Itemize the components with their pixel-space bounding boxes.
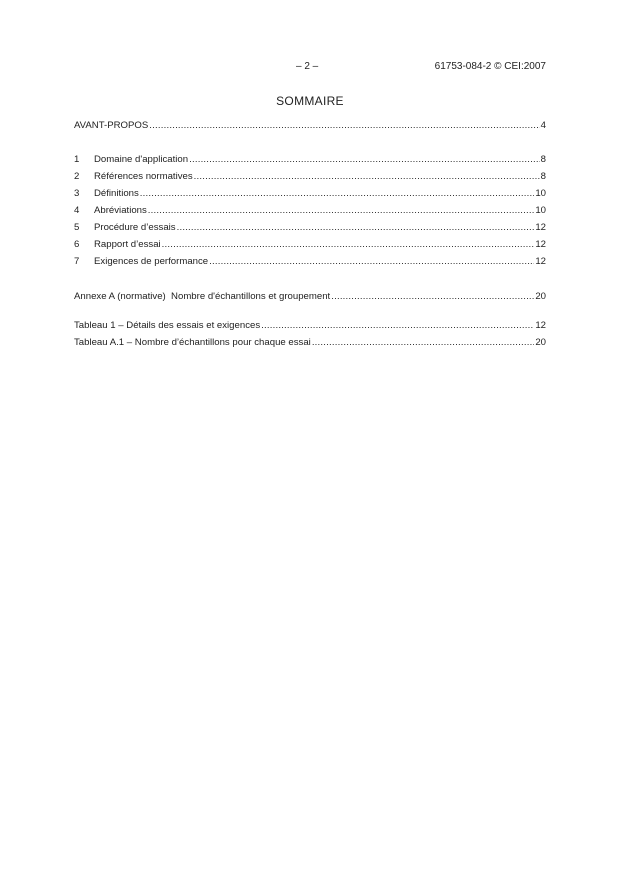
toc-entry-number: 1 <box>74 154 80 165</box>
toc-entry-clause-2[interactable] <box>74 168 546 185</box>
toc-leader-dots <box>331 288 534 305</box>
toc-entry-label: Rapport d’essai <box>94 239 161 250</box>
toc-entry-page: 4 <box>540 120 546 131</box>
toc-leader-dots <box>189 151 540 168</box>
toc-entry-clause-3[interactable] <box>74 185 546 202</box>
toc-leader-dots <box>261 317 534 334</box>
toc-entry-page: 20 <box>535 337 546 348</box>
toc-entry-number: 7 <box>74 256 80 267</box>
toc-entry-clause-7[interactable] <box>74 253 546 270</box>
toc-entry-page: 8 <box>540 154 546 165</box>
toc-entry-number: 6 <box>74 239 80 250</box>
toc-entry-table-a1[interactable] <box>74 334 546 351</box>
page-header <box>74 61 546 75</box>
toc-entry-label: Exigences de performance <box>94 256 209 267</box>
toc-entry-label: Abréviations <box>94 205 147 216</box>
toc-tables-section <box>74 317 546 351</box>
toc-entry-page: 8 <box>540 171 546 182</box>
toc-entry-table-1[interactable] <box>74 317 546 334</box>
toc-leader-dots <box>162 236 535 253</box>
toc-leader-dots <box>148 202 535 219</box>
toc-entry-label: Définitions <box>94 188 139 199</box>
toc-leader-dots <box>312 334 535 351</box>
toc-entry-label: Références normatives <box>94 171 193 182</box>
toc-annex-section <box>74 288 546 305</box>
toc-entry-clause-5[interactable] <box>74 219 546 236</box>
toc-leader-dots <box>209 253 534 270</box>
toc-entry-clause-6[interactable] <box>74 236 546 253</box>
toc-leader-dots <box>140 185 535 202</box>
page-number: – 2 – <box>296 61 319 72</box>
toc-foreword-section <box>74 117 546 134</box>
toc-entry-label: Procédure d’essais <box>94 222 176 233</box>
toc-entry-label: Annexe A (normative) Nombre d'échantillons et groupement <box>74 291 331 302</box>
toc-entry-label: Tableau 1 – Détails des essais et exigences <box>74 320 261 331</box>
toc-entry-page: 20 <box>535 291 546 302</box>
toc-leader-dots <box>149 117 539 134</box>
toc-leader-dots <box>194 168 540 185</box>
toc-entry-page: 10 <box>535 205 546 216</box>
toc-entry-page: 12 <box>535 256 546 267</box>
toc-entry-page: 12 <box>535 239 546 250</box>
toc-entry-number: 5 <box>74 222 80 233</box>
toc-entry-label: Domaine d'application <box>94 154 189 165</box>
toc-entry-annex-a[interactable] <box>74 288 546 305</box>
toc-entry-number: 3 <box>74 188 80 199</box>
toc-entry-number: 4 <box>74 205 80 216</box>
toc-leader-dots <box>177 219 535 236</box>
toc-entry-page: 12 <box>535 222 546 233</box>
toc-entry-page: 10 <box>535 188 546 199</box>
toc-entry-foreword[interactable] <box>74 117 546 134</box>
toc-entry-clause-1[interactable] <box>74 151 546 168</box>
toc-title: SOMMAIRE <box>276 94 344 108</box>
toc-entry-page: 12 <box>535 320 546 331</box>
toc-entry-number: 2 <box>74 171 80 182</box>
toc-entry-label: Tableau A.1 – Nombre d’échantillons pour chaque essai <box>74 337 311 348</box>
toc-entry-clause-4[interactable] <box>74 202 546 219</box>
toc-clauses-section <box>74 151 546 270</box>
toc-entry-label: AVANT-PROPOS <box>74 120 149 131</box>
document-reference: 61753-084-2 © CEI:2007 <box>434 61 546 72</box>
